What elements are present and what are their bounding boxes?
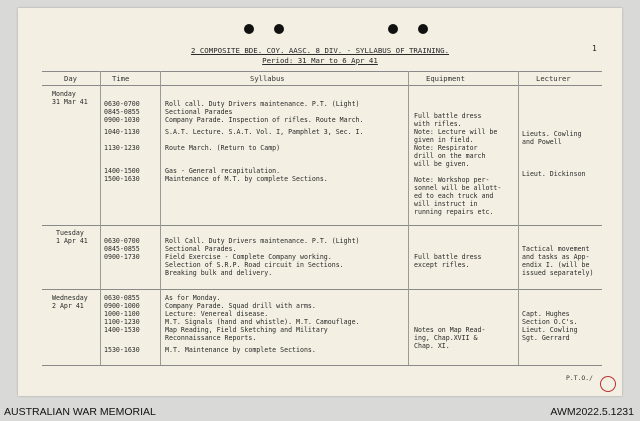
- equipment-cell: Note: Workshop per- sonnel will be allott- ed to each truck and will instruct in running repairs etc.: [414, 176, 502, 216]
- column-divider: [408, 71, 409, 365]
- header-equipment: Equipment: [426, 74, 465, 83]
- syllabus-cell: As for Monday. Company Parade. Squad drill with arms. Lecture: Venereal disease. M.T. Signals (hand and whistle). M.T. Camouflage. Map Reading, Field Sketching and Military Reconnaissance Reports.: [165, 294, 360, 342]
- equipment-cell: Full battle dress except rifles.: [414, 253, 482, 269]
- column-divider: [160, 71, 161, 365]
- header-syllabus: Syllabus: [250, 74, 285, 83]
- footer-source: AUSTRALIAN WAR MEMORIAL: [4, 406, 156, 418]
- syllabus-cell: Route March. (Return to Camp): [165, 144, 281, 152]
- syllabus-cell: Roll call. Duty Drivers maintenance. P.T. (Light) Sectional Parades Company Parade. Inspection of rifles. Route March.: [165, 100, 364, 124]
- header-time: Time: [112, 74, 130, 83]
- footer-accession-id: AWM2022.5.1231: [550, 406, 634, 418]
- day-monday: Monday 31 Mar 41: [52, 90, 88, 106]
- syllabus-cell: M.T. Maintenance by complete Sections.: [165, 346, 316, 354]
- equipment-cell: Full battle dress with rifles. Note: Lecture will be given in field. Note: Respirator drill on the march will be given.: [414, 112, 498, 168]
- document-period: Period: 31 Mar to 6 Apr 41: [262, 56, 378, 65]
- document-page: [18, 8, 622, 396]
- lecturer-cell: Tactical movement and tasks as App- endix I. (will be issued separately): [522, 245, 594, 277]
- punch-hole: [388, 24, 398, 34]
- punch-hole: [418, 24, 428, 34]
- header-lecturer: Lecturer: [536, 74, 571, 83]
- time-cell: 1130-1230: [104, 144, 140, 152]
- lecturer-cell: Lieuts. Cowling and Powell: [522, 130, 582, 146]
- column-divider: [518, 71, 519, 365]
- column-divider: [100, 71, 101, 365]
- page-number: 1: [592, 44, 597, 53]
- time-cell: 1530-1630: [104, 346, 140, 354]
- time-cell: 1400-1500 1500-1630: [104, 167, 140, 183]
- pto-note: P.T.O./: [566, 374, 593, 382]
- lecturer-cell: Capt. Hughes Section O.C's. Lieut. Cowling Sgt. Gerrard: [522, 310, 578, 342]
- handwritten-mark-icon: [598, 374, 618, 394]
- day-wednesday: Wednesday 2 Apr 41: [52, 294, 88, 310]
- document-title: 2 COMPOSITE BDE. COY. AASC. 8 DIV. - SYLLABUS OF TRAINING.: [190, 46, 450, 55]
- syllabus-cell: S.A.T. Lecture. S.A.T. Vol. I, Pamphlet 3, Sec. I.: [165, 128, 364, 136]
- syllabus-cell: Gas - General recapitulation. Maintenance of M.T. by complete Sections.: [165, 167, 328, 183]
- time-cell: 0630-0700 0845-0855 0900-1730: [104, 237, 140, 261]
- time-cell: 1040-1130: [104, 128, 140, 136]
- day-tuesday: Tuesday 1 Apr 41: [56, 229, 88, 245]
- syllabus-cell: Roll Call. Duty Drivers maintenance. P.T. (Light) Sectional Parades. Field Exercise - Complete Company working. Selection of S.R.P. Road circuit in Sections. Breaking bulk and delivery.: [165, 237, 360, 277]
- punch-hole: [244, 24, 254, 34]
- header-day: Day: [64, 74, 77, 83]
- equipment-cell: Notes on Map Read- ing, Chap.XVII & Chap. XI.: [414, 326, 486, 350]
- punch-hole: [274, 24, 284, 34]
- table-rule-bottom: [42, 365, 602, 366]
- lecturer-cell: Lieut. Dickinson: [522, 170, 586, 178]
- time-cell: 0630-0855 0900-1000 1000-1100 1100-1230 1400-1530: [104, 294, 140, 334]
- time-cell: 0630-0700 0845-0855 0900-1030: [104, 100, 140, 124]
